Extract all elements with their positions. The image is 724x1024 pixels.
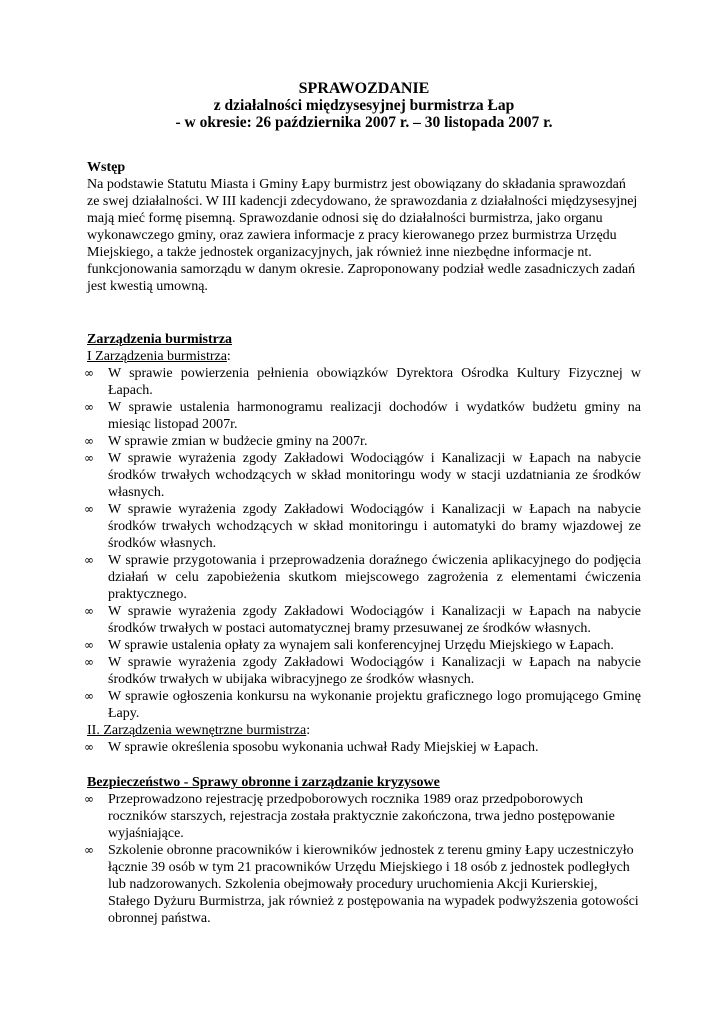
infinity-bullet-icon: ∞ [84,366,94,380]
infinity-bullet-icon: ∞ [84,451,94,465]
orders-group2-label: II. Zarządzenia wewnętrzne burmistrza: [87,723,311,738]
infinity-bullet-icon: ∞ [84,604,94,618]
list-item: ∞ W sprawie ogłoszenia konkursu na wykonanie projektu graficznego logo promującego Gminę Łapy. [84,689,641,721]
infinity-bullet-icon: ∞ [84,740,94,754]
infinity-bullet-icon: ∞ [84,502,94,516]
infinity-bullet-icon: ∞ [84,792,94,806]
document-header [87,80,641,131]
document-subtitle: z działalności międzysesyjnej burmistrza Łap [213,97,515,114]
infinity-bullet-icon: ∞ [84,553,94,567]
list-item: ∞ W sprawie ustalenia harmonogramu realizacji dochodów i wydatków budżetu gminy na miesiąc listopad 2007r. [84,400,641,432]
list-item: ∞ W sprawie ustalenia opłaty za wynajem sali konferencyjnej Urzędu Miejskiego w Łapach. [84,638,614,653]
infinity-bullet-icon: ∞ [84,434,94,448]
orders-heading: Zarządzenia burmistrza [87,332,233,347]
intro-heading: Wstęp [87,160,126,175]
list-item: ∞ W sprawie wyrażenia zgody Zakładowi Wodociągów i Kanalizacji w Łapach na nabycie środków trwałych w postaci automatycznej bramy przesuwanej ze środków własnych. [84,604,641,636]
infinity-bullet-icon: ∞ [84,655,94,669]
list-item: ∞ W sprawie zmian w budżecie gminy na 2007r. [84,434,368,449]
security-list [84,791,641,927]
intro-paragraph: Na podstawie Statutu Miasta i Gminy Łapy burmistrz jest obowiązany do składania sprawozdań ze swej działalności. W III kadencji zdecydowano, że sprawozdania z działalności międzysesyjnej mają mieć formę pisemną. Sprawozdanie odnosi się do działalności burmistrza, jako organu wykonawczego gminy, oraz zawiera informacje z pracy kierowanego przez burmistrza Urzędu Miejskiego, a także jednostek organizacyjnych, jak również inne niezbędne informacje nt. funkcjonowania samorządu w danym okresie. Zaproponowany podział wedle zasadniczych zadań jest kwestią umowną. [87,177,638,294]
infinity-bullet-icon: ∞ [84,689,94,703]
list-item: ∞ Szkolenie obronne pracowników i kierowników jednostek z terenu gminy Łapy uczestniczyło łącznie 39 osób w tym 21 pracowników Urzędu Miejskiego i 18 osób z jednostek podległych lub nadzorowanych. Szkolenia obejmowały procedury uruchomienia Akcji Kurierskiej, Stałego Dyżuru Burmistrza, jak również z postępowania na wypadek podwyższenia gotowości obronnej państwa. [84,843,639,926]
security-heading: Bezpieczeństwo - Sprawy obronne i zarządzanie kryzysowe [87,775,440,790]
infinity-bullet-icon: ∞ [84,638,94,652]
list-item: ∞ W sprawie wyrażenia zgody Zakładowi Wodociągów i Kanalizacji w Łapach na nabycie środków trwałych wchodzących w skład monitoringu wody w stacji uzdatniania ze środków własnych. [84,451,641,500]
infinity-bullet-icon: ∞ [84,400,94,414]
list-item: ∞ W sprawie określenia sposobu wykonania uchwał Rady Miejskiej w Łapach. [84,740,539,755]
orders-group2-list [84,739,641,756]
orders-group1-label: I Zarządzenia burmistrza: [87,349,231,364]
list-item: ∞ W sprawie wyrażenia zgody Zakładowi Wodociągów i Kanalizacji w Łapach na nabycie środków trwałych wchodzących w skład monitoringu i automatyki do bramy wjazdowej ze środków własnych. [84,502,641,551]
document-title: SPRAWOZDANIE [298,80,430,97]
list-item: ∞ W sprawie wyrażenia zgody Zakładowi Wodociągów i Kanalizacji w Łapach na nabycie środków trwałych w ubijaka wibracyjnego ze środków własnych. [84,655,641,687]
document-page [84,80,641,927]
infinity-bullet-icon: ∞ [84,843,94,857]
list-item: ∞ W sprawie przygotowania i przeprowadzenia doraźnego ćwiczenia aplikacyjnego do podjęcia działań w celu zapobieżenia skutkom miejscowego zagrożenia z elementami ćwiczenia praktycznego. [84,553,641,602]
document-period: - w okresie: 26 października 2007 r. – 30 listopada 2007 r. [175,114,553,131]
orders-group1-list [84,365,641,722]
list-item: ∞ W sprawie powierzenia pełnienia obowiązków Dyrektora Ośrodka Kultury Fizycznej w Łapach. [84,366,641,398]
list-item: ∞ Przeprowadzono rejestrację przedpoborowych rocznika 1989 oraz przedpoborowych roczników starszych, rejestracja została praktycznie zakończona, trwa jedno postępowanie wyjaśniające. [84,792,615,841]
